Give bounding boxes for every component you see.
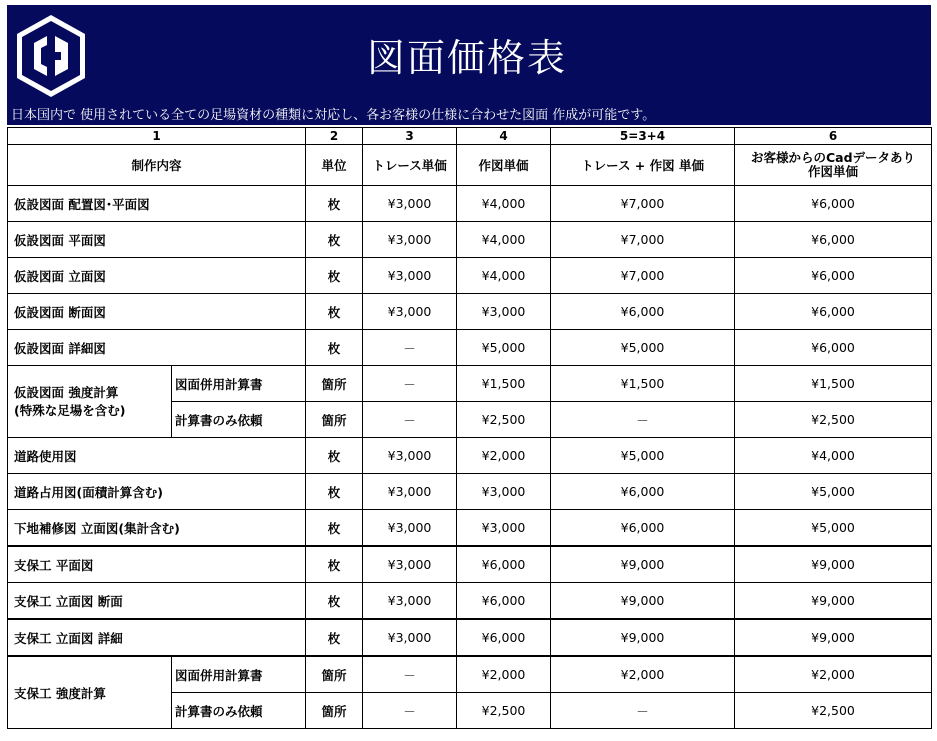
unit-cell: 枚 <box>306 619 363 656</box>
combined-price: ¥6,000 <box>551 474 735 510</box>
header-banner <box>7 5 931 125</box>
drawing-price: ¥3,000 <box>457 474 551 510</box>
item-label: 計算書のみ依頼 <box>172 402 306 438</box>
trace-price: ¥3,000 <box>363 222 457 258</box>
column-number: 5=3+4 <box>551 128 735 145</box>
combined-price: ¥9,000 <box>551 546 735 583</box>
item-label: 道路占用図(面積計算含む) <box>8 474 306 510</box>
table-row <box>8 258 932 294</box>
combined-price: ¥1,500 <box>551 366 735 402</box>
cad-price: ¥6,000 <box>735 222 932 258</box>
header-unit: 単位 <box>306 145 363 186</box>
header-cad <box>735 145 932 186</box>
cad-price: ¥2,500 <box>735 693 932 729</box>
trace-price: － <box>363 330 457 366</box>
column-number: 2 <box>306 128 363 145</box>
cad-price: ¥4,000 <box>735 438 932 474</box>
table-row <box>8 510 932 547</box>
group-label <box>8 366 172 438</box>
cad-price: ¥9,000 <box>735 546 932 583</box>
table-row <box>8 366 932 402</box>
drawing-price: ¥2,000 <box>457 438 551 474</box>
item-label: 計算書のみ依頼 <box>172 693 306 729</box>
item-label: 仮設図面 立面図 <box>8 258 306 294</box>
unit-cell: 枚 <box>306 186 363 222</box>
table-row <box>8 474 932 510</box>
unit-cell: 箇所 <box>306 402 363 438</box>
trace-price: ¥3,000 <box>363 510 457 547</box>
table-row <box>8 186 932 222</box>
trace-price: － <box>363 366 457 402</box>
item-label: 支保工 立面図 詳細 <box>8 619 306 656</box>
trace-price: ¥3,000 <box>363 438 457 474</box>
item-label: 図面併用計算書 <box>172 366 306 402</box>
trace-price: ¥3,000 <box>363 186 457 222</box>
combined-price: ¥2,000 <box>551 656 735 693</box>
drawing-price: ¥6,000 <box>457 583 551 620</box>
combined-price: － <box>551 402 735 438</box>
table-row <box>8 438 932 474</box>
combined-price: ¥5,000 <box>551 438 735 474</box>
trace-price: ¥3,000 <box>363 546 457 583</box>
cad-price: ¥6,000 <box>735 186 932 222</box>
table-row <box>8 294 932 330</box>
column-number: 3 <box>363 128 457 145</box>
table-row <box>8 546 932 583</box>
unit-cell: 箇所 <box>306 656 363 693</box>
unit-cell: 枚 <box>306 222 363 258</box>
table-row <box>8 656 932 693</box>
drawing-price: ¥1,500 <box>457 366 551 402</box>
combined-price: ¥7,000 <box>551 186 735 222</box>
cad-price: ¥9,000 <box>735 583 932 620</box>
combined-price: － <box>551 693 735 729</box>
unit-cell: 枚 <box>306 330 363 366</box>
drawing-price: ¥2,500 <box>457 402 551 438</box>
table-row <box>8 330 932 366</box>
item-label: 道路使用図 <box>8 438 306 474</box>
unit-cell: 枚 <box>306 438 363 474</box>
header-cad-line2: 作図単価 <box>808 164 859 179</box>
unit-cell: 箇所 <box>306 693 363 729</box>
item-label: 仮設図面 断面図 <box>8 294 306 330</box>
combined-price: ¥7,000 <box>551 258 735 294</box>
combined-price: ¥9,000 <box>551 619 735 656</box>
cad-price: ¥6,000 <box>735 330 932 366</box>
unit-cell: 枚 <box>306 510 363 547</box>
group-label-line2: (特殊な足場を含む) <box>14 402 126 418</box>
item-label: 支保工 平面図 <box>8 546 306 583</box>
drawing-price: ¥2,500 <box>457 693 551 729</box>
cad-price: ¥5,000 <box>735 474 932 510</box>
page-subtitle: 日本国内で 使用されている全ての足場資材の種類に対応し、各お客様の仕様に合わせた図面 作成が可能です。 <box>11 108 656 123</box>
unit-cell: 箇所 <box>306 366 363 402</box>
group-label-line1: 仮設図面 強度計算 <box>14 384 119 400</box>
trace-price: ¥3,000 <box>363 619 457 656</box>
item-label: 仮設図面 平面図 <box>8 222 306 258</box>
drawing-price: ¥6,000 <box>457 546 551 583</box>
combined-price: ¥7,000 <box>551 222 735 258</box>
drawing-price: ¥6,000 <box>457 619 551 656</box>
item-label: 支保工 立面図 断面 <box>8 583 306 620</box>
trace-price: － <box>363 402 457 438</box>
trace-price: ¥3,000 <box>363 583 457 620</box>
trace-price: ¥3,000 <box>363 258 457 294</box>
header-trace: トレース単価 <box>363 145 457 186</box>
cad-price: ¥6,000 <box>735 258 932 294</box>
combined-price: ¥5,000 <box>551 330 735 366</box>
drawing-price: ¥3,000 <box>457 510 551 547</box>
cad-price: ¥9,000 <box>735 619 932 656</box>
combined-price: ¥6,000 <box>551 510 735 547</box>
combined-price: ¥9,000 <box>551 583 735 620</box>
item-label: 仮設図面 配置図･平面図 <box>8 186 306 222</box>
drawing-price: ¥5,000 <box>457 330 551 366</box>
column-number: 6 <box>735 128 932 145</box>
drawing-price: ¥2,000 <box>457 656 551 693</box>
cad-price: ¥2,500 <box>735 402 932 438</box>
unit-cell: 枚 <box>306 583 363 620</box>
item-label: 下地補修図 立面図(集計含む) <box>8 510 306 547</box>
table-row <box>8 619 932 656</box>
cad-price: ¥6,000 <box>735 294 932 330</box>
company-logo <box>14 12 88 100</box>
combined-price: ¥6,000 <box>551 294 735 330</box>
drawing-price: ¥4,000 <box>457 222 551 258</box>
unit-cell: 枚 <box>306 294 363 330</box>
unit-cell: 枚 <box>306 474 363 510</box>
drawing-price: ¥3,000 <box>457 294 551 330</box>
drawing-price: ¥4,000 <box>457 186 551 222</box>
column-number: 1 <box>8 128 306 145</box>
header-drawing: 作図単価 <box>457 145 551 186</box>
header-cad-line1: お客様からのCadデータあり <box>750 150 916 165</box>
column-number: 4 <box>457 128 551 145</box>
table-row <box>8 583 932 620</box>
table-row <box>8 222 932 258</box>
unit-cell: 枚 <box>306 258 363 294</box>
page-title: 図面価格表 <box>366 36 567 80</box>
header-trace-plus-drawing: トレース + 作図 単価 <box>551 145 735 186</box>
trace-price: ¥3,000 <box>363 294 457 330</box>
unit-cell: 枚 <box>306 546 363 583</box>
trace-price: － <box>363 656 457 693</box>
column-number-row <box>8 128 932 145</box>
drawing-price: ¥4,000 <box>457 258 551 294</box>
price-table <box>7 127 932 729</box>
header-content: 制作内容 <box>8 145 306 186</box>
trace-price: ¥3,000 <box>363 474 457 510</box>
trace-price: － <box>363 693 457 729</box>
item-label: 図面併用計算書 <box>172 656 306 693</box>
cad-price: ¥5,000 <box>735 510 932 547</box>
item-label: 仮設図面 詳細図 <box>8 330 306 366</box>
header-row <box>8 145 932 186</box>
group-label: 支保工 強度計算 <box>8 656 172 729</box>
cad-price: ¥2,000 <box>735 656 932 693</box>
cad-price: ¥1,500 <box>735 366 932 402</box>
